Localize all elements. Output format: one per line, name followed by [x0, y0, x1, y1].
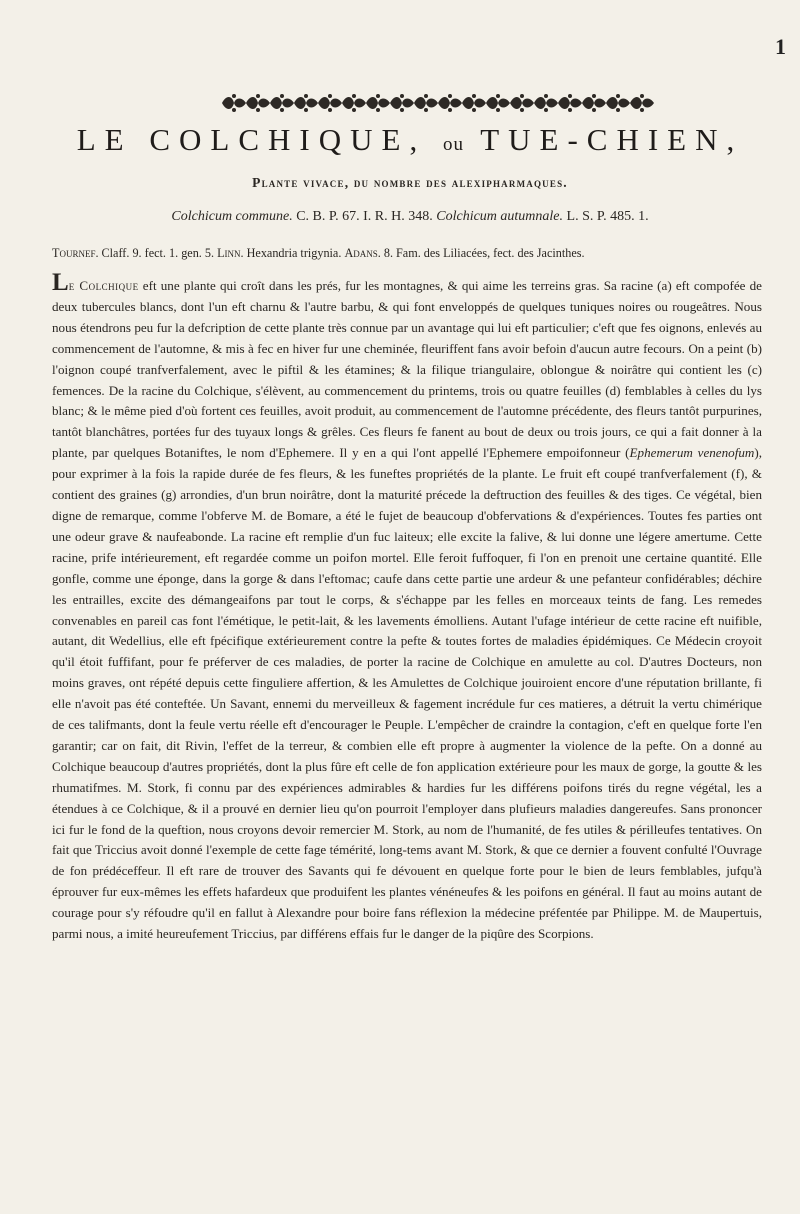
- synonym-ref-1: C. B. P. 67. I. R. H. 348.: [296, 209, 433, 224]
- title-main: LE COLCHIQUE,: [76, 122, 427, 157]
- title-alt: TUE-CHIEN,: [480, 122, 744, 157]
- ref-text-linnaeus: Hexandria trigynia.: [246, 246, 342, 260]
- ref-author-linnaeus: Linn.: [217, 246, 244, 260]
- page-title: [60, 122, 760, 158]
- drop-cap: L: [52, 269, 69, 296]
- italic-ephemerum: Ephemerum venenofum: [629, 445, 755, 461]
- synonym-name-2: Colchicum autumnale.: [436, 209, 564, 224]
- synonym-name-1: Colchicum commune.: [171, 209, 293, 224]
- ref-text-tournefort: Claff. 9. fect. 1. gen. 5.: [101, 246, 215, 260]
- ref-text-adanson: 8. Fam. des Liliacées, fect. des Jacinthes.: [383, 246, 585, 260]
- synonyms-line: [60, 209, 760, 225]
- references-line: [52, 246, 762, 261]
- subtitle: Plante vivace, du nombre des alexipharmaques.: [252, 175, 568, 190]
- ref-author-tournefort: Tournef.: [52, 246, 99, 260]
- ref-author-adanson: Adans.: [344, 246, 381, 260]
- body-paragraph-part-1: eft une plante qui croît dans les prés, fur les montagnes, & qui aime les terreins gras. Sa racine (a) eft compofée de deux tubercules blancs, dont l'un eft charnu & l'autre barbu, & qui font enveloppés de quelques tuniques noires ou rougeâtres. Nous nous étendrons peu fur la defcription de cette plante très connue par un avantage qui lui eft particulier; c'eft que fes oignons, enlevés au commencement de l'automne, & mis à fec en hiver fur une cheminée, fleuriffent fans avoir befoin d'aucun autre fecours. On a peint (b) l'oignon coupé tranfverfalement, avec le piftil & les étamines; & la filique triangulaire, oblongue & noirâtre qui contient les (c) femences. De la racine du Colchique, s'élèvent, au commencement du printems, trois ou quatre feuilles (d) femblables à celles du lys blanc; & le même pied d'où fortent ces feuilles, avoit produit, au commencement de l'automne précédente, des fleurs tantôt purpurines, tantôt blanchâtres, portées fur des tuyaux longs & grêles. Ces fleurs fe fanent au bout de deux ou trois jours, ce qui a fait donner à la plante, par quelques Botaniftes, le nom d'Ephemere. Il y en a qui l'ont appellé l'Ephemere empoifonneur (: [52, 278, 762, 461]
- title-connector: ou: [442, 134, 464, 155]
- body-paragraph-part-2: ), pour exprimer à la fois la rapide durée de fes fleurs, & les funeftes propriétés de la plante. Le fruit eft coupé tranfverfalement (f), & contient des graines (g) arrondies, d'un brun noirâtre, dont la maturité précede la deftruction des feuilles & des tiges. Ce végétal, bien digne de remarque, comme l'obferve M. de Bomare, a été le fujet de beaucoup d'obfervations & d'expériences. Toutes fes parties ont une odeur grave & naufeabonde. La racine eft remplie d'un fuc laiteux; elle excite la falive, & lui donne une légere amertume. Cette racine, prife intérieurement, eft regardée comme un poifon mortel. Elle feroit fuffoquer, fi l'on en prenoit une certaine quantité. Elle gonfle, comme une éponge, dans la gorge & dans l'eftomac; caufe dans cette partie une ardeur & une pefanteur confidérables; déchire les entrailles, excite des démangeaifons par tout le corps, & s'échappe par les felles en morceaux teints de fang. Les remedes convenables en pareil cas font l'émétique, le petit-lait, & les lavements émolliens. Autant l'ufage intérieur de cette racine eft nuifible, autant, dit Wedellius, elle eft fpécifique extérieurement contre la pefte & toutes fortes de maladies épidémiques. Ce Médecin croyoit qu'il étoit fuffifant, pour fe préferver de ces maladies, de porter la racine de Colchique en amulette au col. D'autres Docteurs, non moins graves, ont répété depuis cette finguliere affertion, & les Amulettes de Colchique jouiroient encore d'une réputation brillante, fi elle n'avoit pas été conteftée. Un Savant, ennemi du merveilleux & fagement incrédule fur ces matieres, a détruit la vertu chimérique de ces talifmants, dont la feule vertu réelle eft d'encourager le Peuple. L'empêcher de craindre la contagion, c'eft en quelque forte l'en garantir; car on fait, dit Rivin, l'effet de la terreur, & combien elle eft propre à augmenter la violence de la pefte. On a donné au Colchique beaucoup d'autres propriétés, dont la plus fûre eft celle de fon application extérieure pour les maux de gorge, la goutte & les rhumatifmes. M. Stork, fi connu par des expériences admirables & hardies fur les différens poifons tirés du regne végétal, les a étendues à ce Colchique, & il a prouvé en dernier lieu qu'on pourroit l'employer dans plufieurs maladies dangereufes. Sans prononcer ici fur le fond de la queftion, nous croyons devoir remercier M. Stork, au nom de l'humanité, de fes utiles & périlleufes tentatives. On fait que Triccius avoit donné l'exemple de cette fage témérité, long-tems avant M. Stork, & que ce dernier a fouvent confulté l'Ouvrage de fon prédéceffeur. Il eft rare de trouver des Savants qui fe dévouent en quelque forte pour le bien de leurs femblables, jufqu'à éprouver fur eux-mêmes les effets hafardeux que produifent les plantes vénéneufes & les poifons en général. Il faut au moins autant de courage pour s'y réfoudre qu'il en fallut à Alexandre pour boire fans réflexion la médecine préfentée par Philippe. M. de Maupertuis, parmi nous, a imité heureufement Triccius, par différens effais fur le danger de la piqûre des Scorpions.: [52, 445, 762, 942]
- page-number: 1: [775, 34, 786, 59]
- synonym-ref-2: L. S. P. 485. 1.: [566, 209, 649, 224]
- fleuron-border-icon: [222, 92, 654, 114]
- body-text: [52, 269, 762, 945]
- lead-in: e Colchique: [68, 278, 139, 293]
